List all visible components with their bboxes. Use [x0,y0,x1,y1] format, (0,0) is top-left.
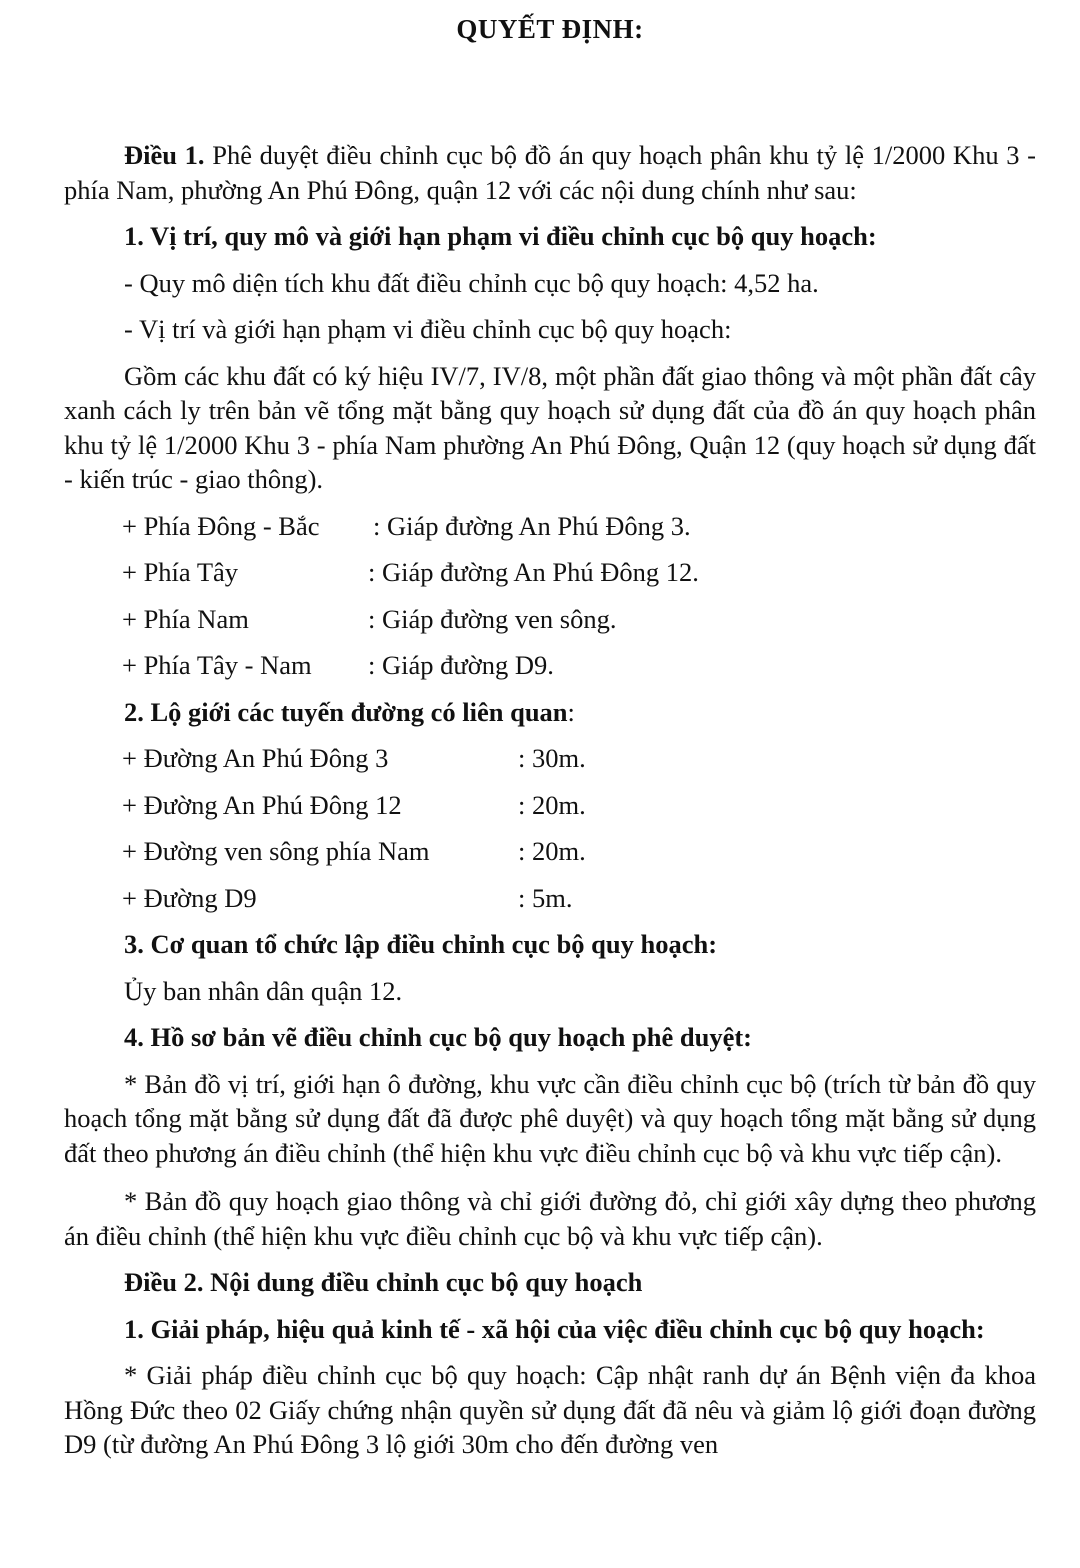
boundary-value: : Giáp đường ven sông. [368,603,617,634]
boundary-value: : Giáp đường An Phú Đông 3. [373,510,691,541]
section3-text: Ủy ban nhân dân quận 12. [124,975,403,1006]
section1-heading: 1. Vị trí, quy mô và giới hạn phạm vi điều chỉnh cục bộ quy hoạch: [124,221,877,251]
boundary-row [122,509,1036,544]
boundary-row [122,602,1036,637]
road-value: : 20m. [518,836,586,866]
road-row [122,834,1036,869]
boundary-value: : Giáp đường D9. [368,650,554,680]
document-title: QUYẾT ĐỊNH: [456,14,644,44]
section1-scale-item: - Quy mô diện tích khu đất điều chỉnh cục bộ quy hoạch: 4,52 ha. [124,267,819,298]
road-value: : 5m. [518,882,573,913]
road-label: + Đường D9 [122,882,257,913]
dieu1-text: Phê duyệt điều chỉnh cục bộ đồ án quy hoạch phân khu tỷ lệ 1/2000 Khu 3 - phía Nam, phường An Phú Đông, quận 12 với các nội dung chính như sau: [64,140,1037,205]
dieu1-label: Điều 1. [124,140,205,170]
section4-item: * Bản đồ quy hoạch giao thông và chỉ giới đường đỏ, chỉ giới xây dựng theo phương án điều chỉnh (thể hiện khu vực điều chỉnh cục bộ và khu vực tiếp cận). [64,1186,1036,1251]
section4-heading: 4. Hồ sơ bản vẽ điều chỉnh cục bộ quy hoạch phê duyệt: [124,1022,752,1052]
dieu2-subsection1-text: * Giải pháp điều chỉnh cục bộ quy hoạch: Cập nhật ranh dự án Bệnh viện đa khoa Hồng Đức theo 02 Giấy chứng nhận quyền sử dụng đất đã nêu và giảm lộ giới đoạn đường D9 (từ đường An Phú Đông 3 lộ giới 30m cho đến đường ven [64,1360,1036,1459]
boundary-label: + Phía Tây [122,557,239,587]
road-label: + Đường An Phú Đông 3 [122,743,389,773]
boundary-value: : Giáp đường An Phú Đông 12. [368,557,699,587]
dieu1-paragraph [64,138,1036,207]
road-row [122,741,1036,776]
road-value: : 20m. [518,789,586,820]
road-label: + Đường An Phú Đông 12 [122,789,402,820]
section2-heading-text: 2. Lộ giới các tuyến đường có liên quan [124,696,568,727]
dieu2-heading: Điều 2. Nội dung điều chỉnh cục bộ quy hoạch [124,1267,643,1297]
road-row [122,881,1036,916]
section1-description: Gồm các khu đất có ký hiệu IV/7, IV/8, một phần đất giao thông và một phần đất cây xanh cách ly trên bản vẽ tổng mặt bằng quy hoạch sử dụng đất của đồ án quy hoạch phân khu tỷ lệ 1/2000 Khu 3 - phía Nam phường An Phú Đông, Quận 12 (quy hoạch sử dụng đất - kiến trúc - giao thông). [64,360,1036,494]
road-row [122,788,1036,823]
boundary-label: + Phía Đông - Bắc [122,510,320,541]
road-label: + Đường ven sông phía Nam [122,836,430,866]
section2-heading [64,695,1036,730]
road-value: : 30m. [518,743,586,773]
section1-position-item: - Vị trí và giới hạn phạm vi điều chỉnh cục bộ quy hoạch: [124,314,732,344]
boundary-list [64,509,1036,683]
road-width-list [64,741,1036,915]
section3-heading: 3. Cơ quan tổ chức lập điều chỉnh cục bộ quy hoạch: [124,929,718,959]
boundary-label: + Phía Tây - Nam [122,650,312,680]
dieu2-subsection1-heading: 1. Giải pháp, hiệu quả kinh tế - xã hội của việc điều chỉnh cục bộ quy hoạch: [124,1313,985,1344]
section4-item: * Bản đồ vị trí, giới hạn ô đường, khu vực cần điều chỉnh cục bộ (trích từ bản đồ quy hoạch tổng mặt bằng sử dụng đất đã được phê duyệt) và quy hoạch tổng mặt bằng sử dụng đất theo phương án điều chỉnh (thể hiện khu vực điều chỉnh cục bộ và khu vực tiếp cận). [64,1068,1036,1168]
document-body [64,138,1036,1462]
boundary-row [122,648,1036,683]
section2-heading-colon: : [567,696,575,727]
boundary-row [122,555,1036,590]
boundary-label: + Phía Nam [122,603,249,634]
